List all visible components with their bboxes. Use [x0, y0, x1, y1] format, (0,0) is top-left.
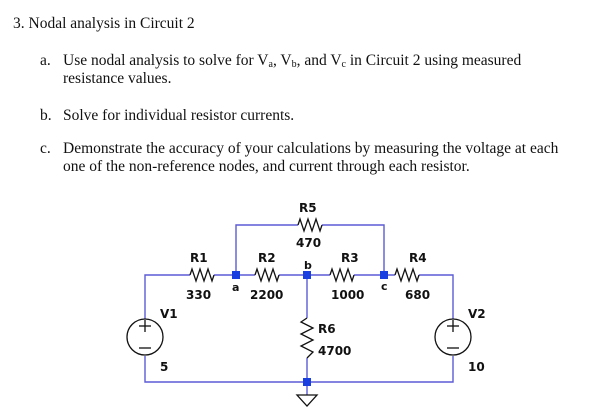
r1-value: 330 [186, 288, 212, 302]
r5-value: 470 [296, 236, 322, 250]
r6-value: 4700 [318, 344, 352, 358]
problem-title: 3. Nodal analysis in Circuit 2 [13, 15, 195, 32]
resistor-r3-zigzag [330, 269, 354, 281]
r5-name: R5 [299, 201, 317, 215]
r1-name: R1 [190, 251, 208, 265]
r6-name: R6 [318, 322, 336, 336]
v1-value: 5 [160, 360, 169, 374]
r3-name: R3 [341, 251, 359, 265]
ground-icon [297, 395, 317, 406]
source-v1 [127, 319, 163, 355]
node-c-marker [380, 271, 388, 279]
wire-r5-right [322, 225, 384, 275]
part-a-text-line2: resistance values. [63, 70, 172, 87]
node-c-label: c [381, 280, 388, 293]
part-b-text: Solve for individual resistor currents. [63, 107, 295, 124]
node-b-marker [303, 271, 311, 279]
resistor-r4-zigzag [395, 269, 419, 281]
resistor-r2-zigzag [255, 269, 279, 281]
r3-value: 1000 [331, 288, 365, 302]
part-a-text-line1: Use nodal analysis to solve for $V_a$, $V_b$, and $V_c$ in Circuit 2 using measured [63, 52, 522, 70]
resistor-r5-zigzag [298, 219, 322, 231]
node-a-label: a [232, 281, 240, 294]
r2-value: 2200 [250, 288, 284, 302]
source-v2 [435, 319, 471, 355]
node-b-label: b [304, 259, 312, 272]
wire-bottom [145, 356, 453, 382]
r2-name: R2 [258, 251, 276, 265]
part-c-text-line2: one of the non-reference nodes, and current through each resistor. [63, 158, 470, 175]
part-b-letter: b. [40, 107, 52, 124]
wire-r5-left [236, 225, 298, 275]
resistor-r1-zigzag [190, 269, 214, 281]
node-ground-marker [303, 378, 311, 386]
resistor-r6-zigzag [301, 318, 313, 358]
part-c-text-line1: Demonstrate the accuracy of your calculations by measuring the voltage at each [63, 140, 559, 157]
v2-name: V2 [468, 307, 486, 321]
v1-name: V1 [160, 307, 178, 321]
node-a-marker [232, 271, 240, 279]
v2-value: 10 [468, 360, 485, 374]
part-a-letter: a. [40, 52, 51, 69]
r4-value: 680 [405, 288, 431, 302]
part-c-letter: c. [40, 140, 51, 157]
r4-name: R4 [409, 251, 427, 265]
